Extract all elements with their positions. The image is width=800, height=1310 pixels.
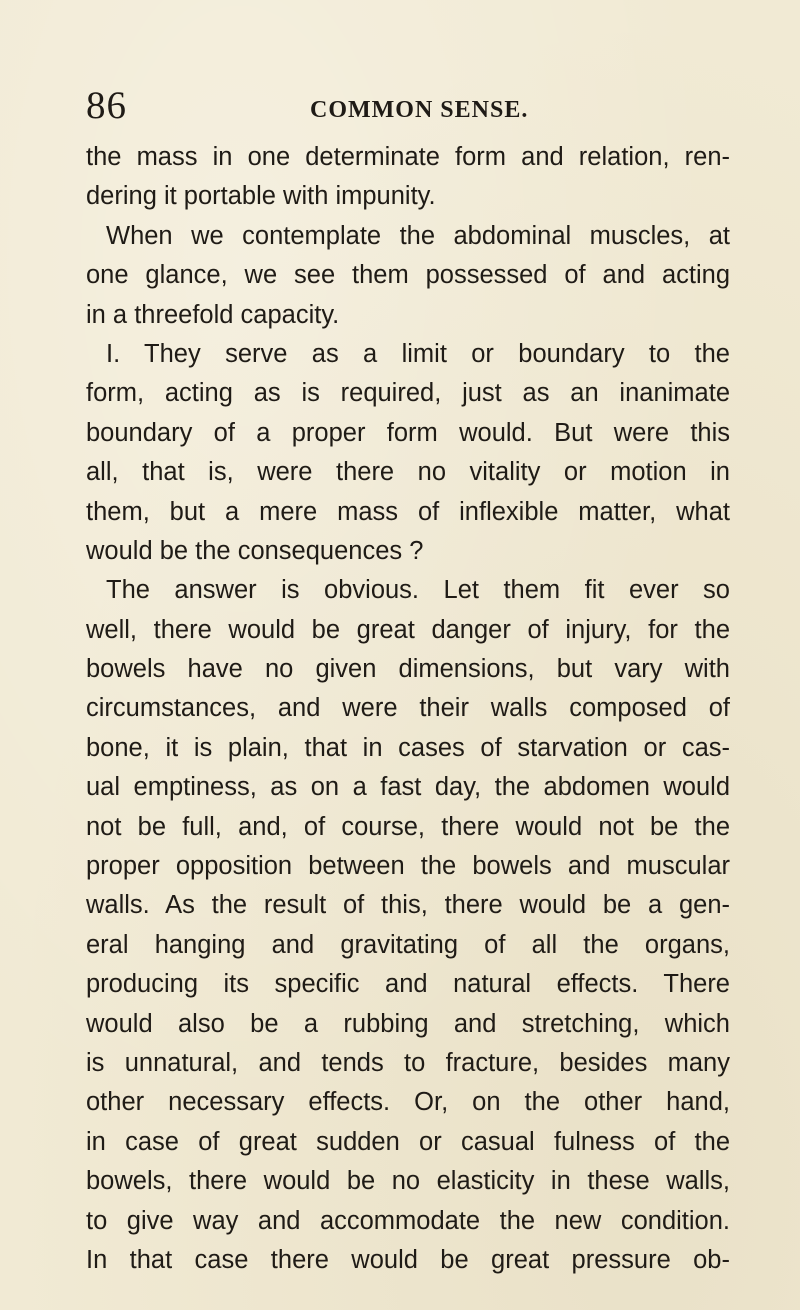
text-line: dering it portable with impunity. xyxy=(86,182,436,211)
text-line: eral hanging and gravitating of all the organs, xyxy=(86,930,730,959)
text-line: When we contemplate the abdominal muscles, at xyxy=(106,221,730,250)
body-text xyxy=(86,138,730,1280)
running-title: COMMON SENSE. xyxy=(310,97,529,123)
text-line: not be full, and, of course, there would not be the xyxy=(86,812,730,841)
text-line: The answer is obvious. Let them fit ever so xyxy=(106,576,730,605)
text-line: in case of great sudden or casual fulness of the xyxy=(86,1127,730,1156)
text-line: In that case there would be great pressure ob- xyxy=(86,1245,730,1274)
text-line: walls. As the result of this, there would be a gen- xyxy=(86,891,730,920)
text-line: to give way and accommodate the new condition. xyxy=(86,1206,730,1235)
text-line: the mass in one determinate form and relation, ren- xyxy=(86,143,730,171)
text-line: ual emptiness, as on a fast day, the abdomen would xyxy=(86,773,730,802)
text-line: all, that is, were there no vitality or motion in xyxy=(86,458,730,487)
text-line: other necessary effects. Or, on the other hand, xyxy=(86,1088,730,1117)
text-line: proper opposition between the bowels and muscular xyxy=(86,852,730,881)
text-line: bone, it is plain, that in cases of starvation or cas- xyxy=(86,733,730,762)
text-line: well, there would be great danger of injury, for the xyxy=(86,615,730,644)
text-line: boundary of a proper form would. But were this xyxy=(86,418,730,447)
text-line: is unnatural, and tends to fracture, besides many xyxy=(86,1048,730,1077)
text-line: bowels have no given dimensions, but vary with xyxy=(86,655,730,684)
text-line: bowels, there would be no elasticity in these walls, xyxy=(86,1167,730,1196)
text-line: in a threefold capacity. xyxy=(86,300,340,329)
text-line: I. They serve as a limit or boundary to the xyxy=(106,339,730,368)
text-line: circumstances, and were their walls composed of xyxy=(86,694,730,723)
page-header xyxy=(86,86,730,126)
text-line: form, acting as is required, just as an inanimate xyxy=(86,379,730,408)
text-line: would be the consequences ? xyxy=(86,536,424,565)
text-line: one glance, we see them possessed of and acting xyxy=(86,261,730,290)
text-line: would also be a rubbing and stretching, which xyxy=(86,1009,730,1038)
page-number: 86 xyxy=(86,84,127,127)
text-line: them, but a mere mass of inflexible matter, what xyxy=(86,497,730,526)
text-line: producing its specific and natural effects. There xyxy=(86,970,730,999)
